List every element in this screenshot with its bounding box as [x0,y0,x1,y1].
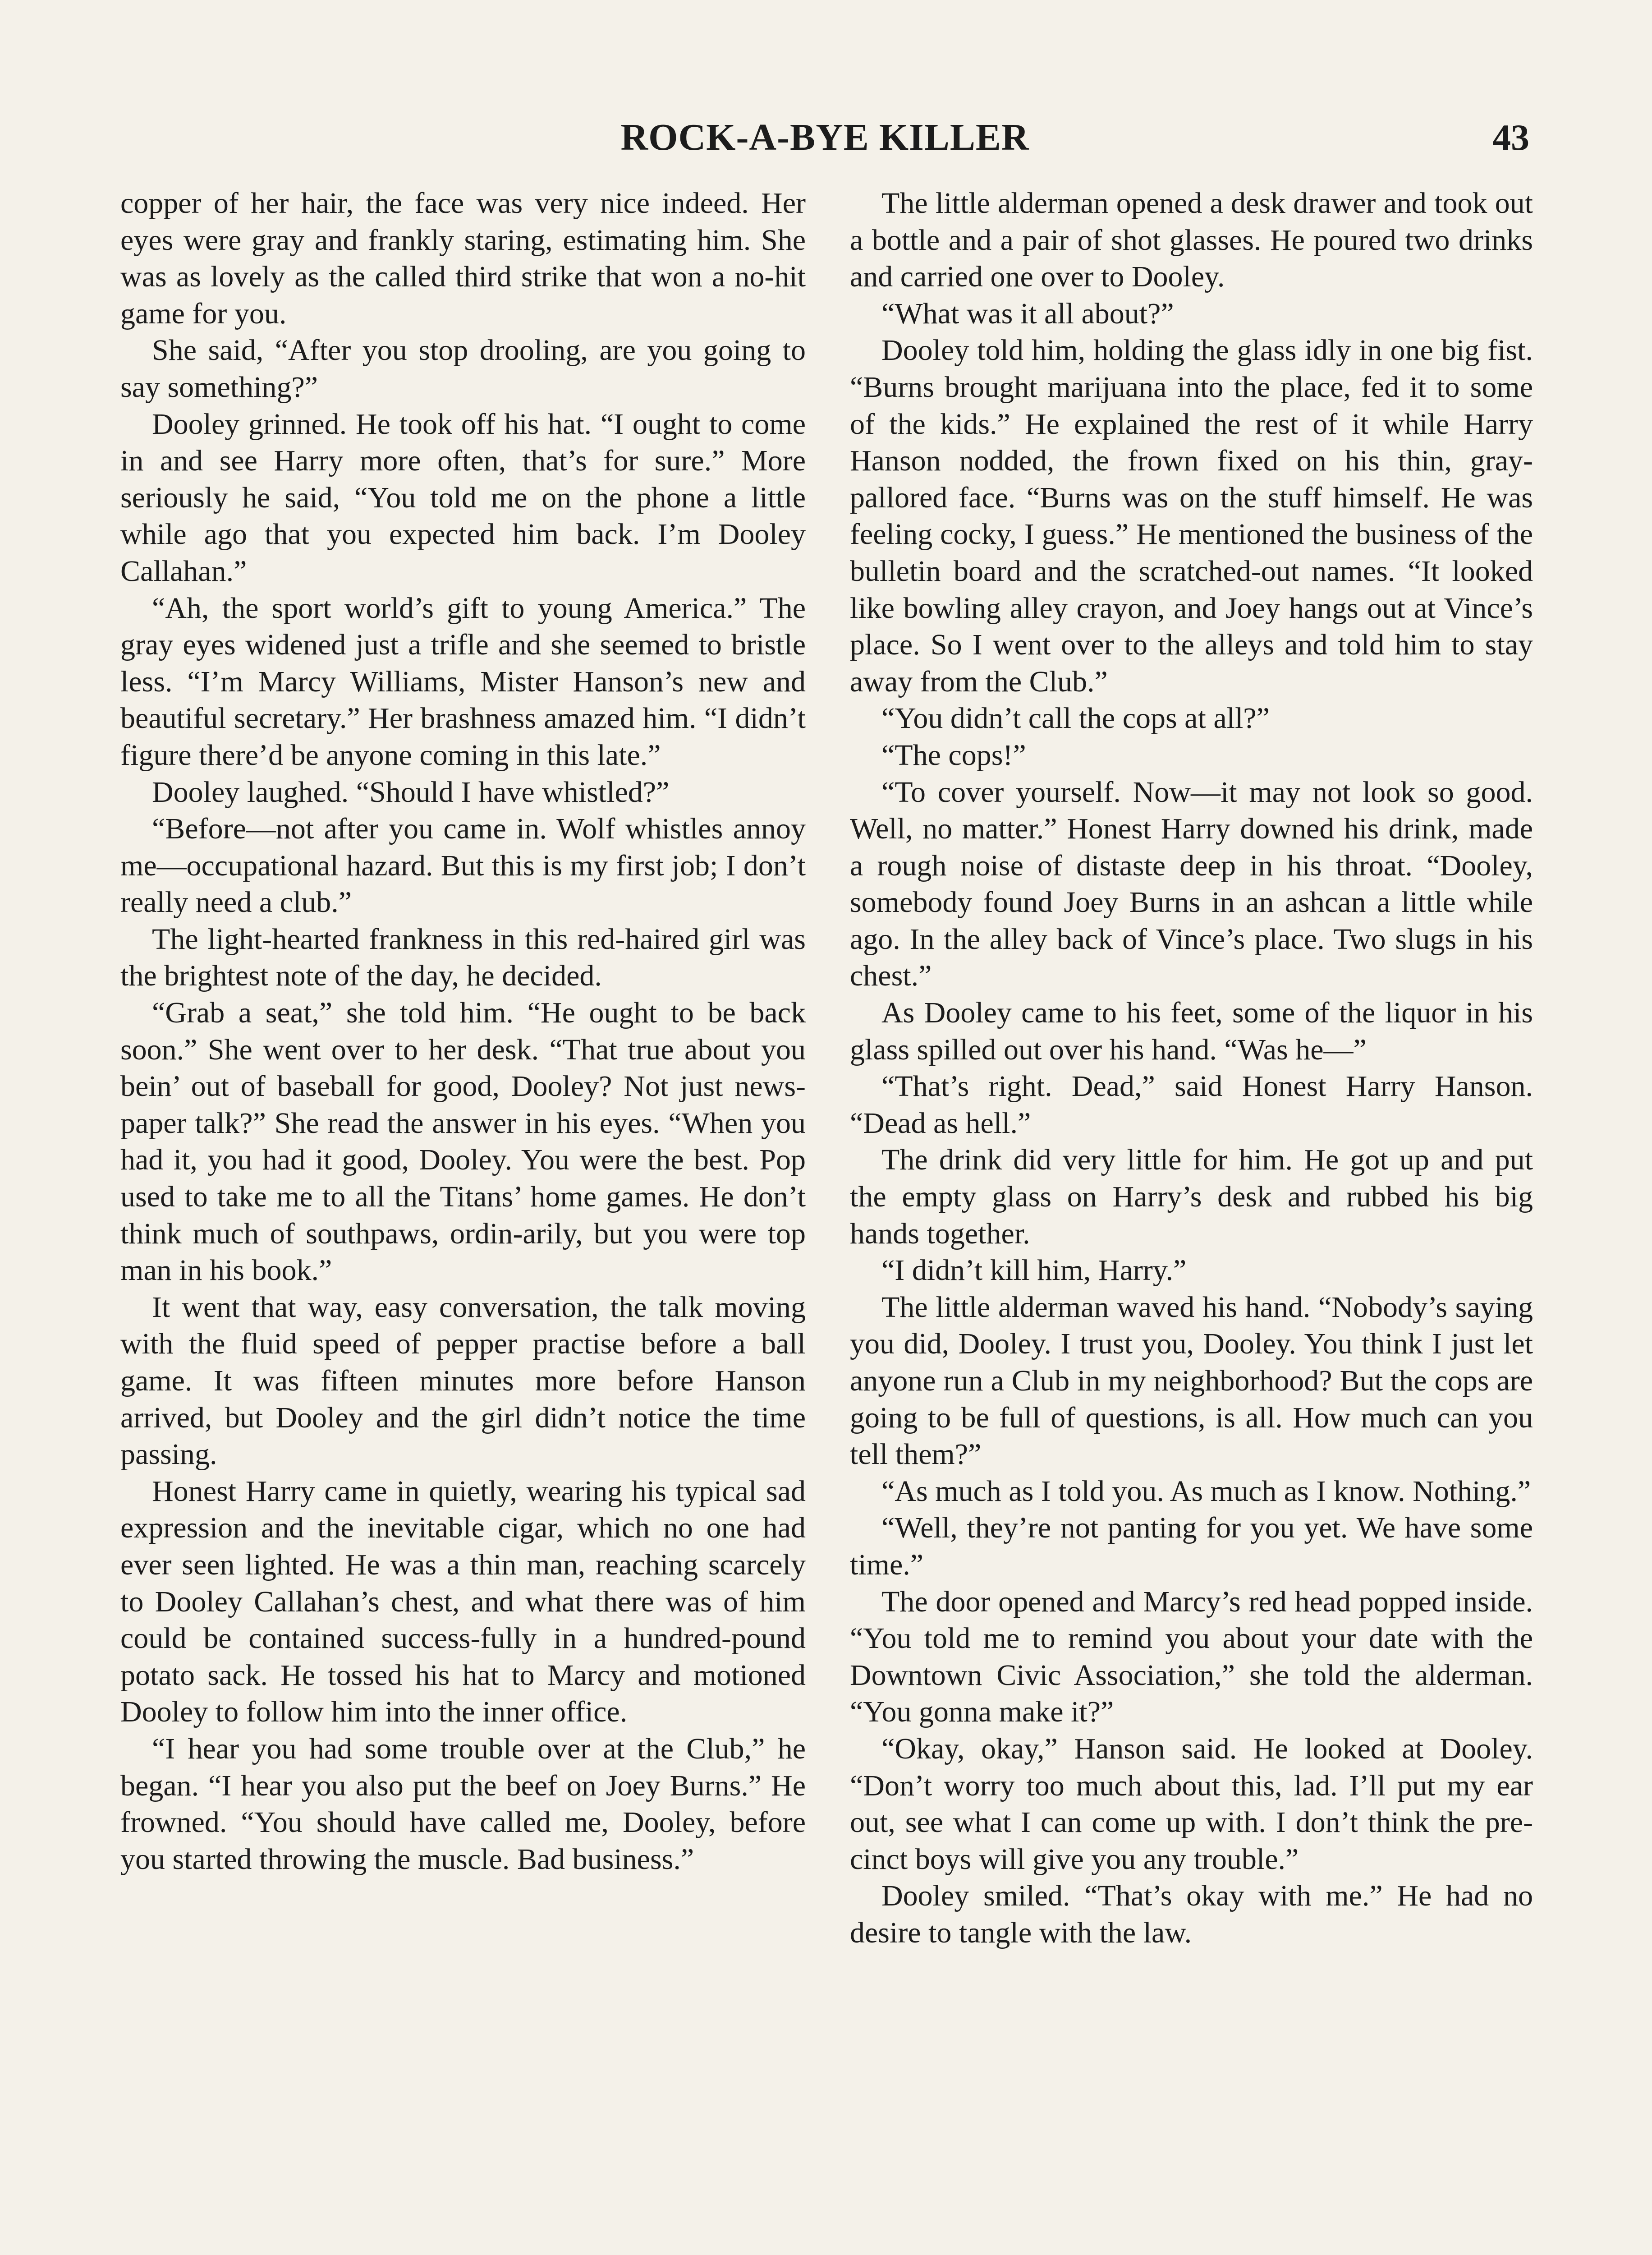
paragraph: copper of her hair, the face was very nice indeed. Her eyes were gray and frankly staring, estimating him. She was as lovely as the called third strike that won a no-hit game for you. [120,187,806,330]
paragraph: The little alderman opened a desk drawer and took out a bottle and a pair of shot glasses. He poured two drinks and carried one over to Dooley. [850,187,1533,294]
paragraph: “What was it all about?” [881,297,1174,330]
paragraph: “Ah, the sport world’s gift to young America.” The gray eyes widened just a trifle and she seemed to bristle less. “I’m Marcy Williams, Mister Hanson’s new and beautiful secretary.” Her brashness amazed him. “I didn’t figure there’d be anyone coming in this late.” [120,591,806,772]
paragraph: Dooley told him, holding the glass idly in one big fist. “Burns brought marijuana into the place, fed it to some of the kids.” He explained the rest of it while Harry Hanson nodded, the frown fixed on his thin, gray-pallored face. “Burns was on the stuff himself. He was feeling cocky, I guess.” He mentioned the business of the bulletin board and the scratched-out names. “It looked like bowling alley crayon, and Joey hangs out at Vince’s place. So I went over to the alleys and told him to stay away from the Club.” [850,334,1533,698]
paragraph: Honest Harry came in quietly, wearing his typical sad expression and the inevitable cigar, which no one had ever seen lighted. He was a thin man, reaching scarcely to Dooley Callahan’s chest, and what there was of him could be contained success-fully in a hundred-pound potato sack. He tossed his hat to Marcy and motioned Dooley to follow him into the inner office. [120,1474,806,1729]
paragraph: The light-hearted frankness in this red-haired girl was the brightest note of the day, he decided. [120,922,806,993]
text-column-right [850,185,1533,1951]
paragraph: “To cover yourself. Now—it may not look so good. Well, no matter.” Honest Harry downed his drink, made a rough noise of distaste deep in his throat. “Dooley, somebody found Joey Burns in an ashcan a little while ago. In the alley back of Vince’s place. Two slugs in his chest.” [850,775,1533,993]
paragraph: It went that way, easy conversation, the talk moving with the fluid speed of pepper practise before a ball game. It was fifteen minutes more before Hanson arrived, but Dooley and the girl didn’t notice the time passing. [120,1290,806,1471]
paragraph: “As much as I told you. As much as I know. Nothing.” [881,1474,1531,1508]
paragraph: The door opened and Marcy’s red head popped inside. “You told me to remind you about your date with the Downtown Civic Association,” she told the alderman. “You gonna make it?” [850,1585,1533,1729]
paragraph: She said, “After you stop drooling, are you going to say something?” [120,334,806,404]
paragraph: “I hear you had some trouble over at the Club,” he began. “I hear you also put the beef on Joey Burns.” He frowned. “You should have called me, Dooley, before you started throwing the muscle. Bad business.” [120,1732,806,1876]
paragraph: “Grab a seat,” she told him. “He ought to be back soon.” She went over to her desk. “That true about you bein’ out of baseball for good, Dooley? Not just news-paper talk?” She read the answer in his eyes. “When you had it, you had it good, Dooley. You were the best. Pop used to take me to all the Titans’ home games. He don’t think much of southpaws, ordin-arily, but you were top man in his book.” [120,996,806,1287]
paragraph: As Dooley came to his feet, some of the liquor in his glass spilled out over his hand. “Was he—” [850,996,1533,1066]
paragraph: Dooley smiled. “That’s okay with me.” He had no desire to tangle with the law. [850,1879,1533,1949]
running-head-title: ROCK-A-BYE KILLER [620,116,1029,158]
paragraph: The little alderman waved his hand. “Nobody’s saying you did, Dooley. I trust you, Dooley. You think I just let anyone run a Club in my neighborhood? But the cops are going to be full of questions, is all. How much can you tell them?” [850,1290,1533,1471]
paragraph: “I didn’t kill him, Harry.” [881,1254,1187,1287]
paragraph: “Before—not after you came in. Wolf whistles annoy me—occupational hazard. But this is my first job; I don’t really need a club.” [120,812,806,919]
paragraph: “Okay, okay,” Hanson said. He looked at Dooley. “Don’t worry too much about this, lad. I’ll put my ear out, see what I can come up with. I don’t think the pre-cinct boys will give you any trouble.” [850,1732,1533,1876]
paragraph: “Well, they’re not panting for you yet. We have some time.” [850,1511,1533,1581]
paragraph: Dooley grinned. He took off his hat. “I ought to come in and see Harry more often, that’s for sure.” More seriously he said, “You told me on the phone a little while ago that you expected him back. I’m Dooley Callahan.” [120,407,806,588]
page-number: 43 [1492,117,1529,158]
paragraph: “The cops!” [881,738,1026,772]
paragraph: The drink did very little for him. He got up and put the empty glass on Harry’s desk and rubbed his big hands together. [850,1143,1533,1250]
paragraph: “That’s right. Dead,” said Honest Harry Hanson. “Dead as hell.” [850,1070,1533,1140]
paragraph: “You didn’t call the cops at all?” [881,702,1270,735]
text-column-left [120,185,806,1878]
paragraph: Dooley laughed. “Should I have whistled?” [152,775,670,809]
page-header [120,113,1529,162]
